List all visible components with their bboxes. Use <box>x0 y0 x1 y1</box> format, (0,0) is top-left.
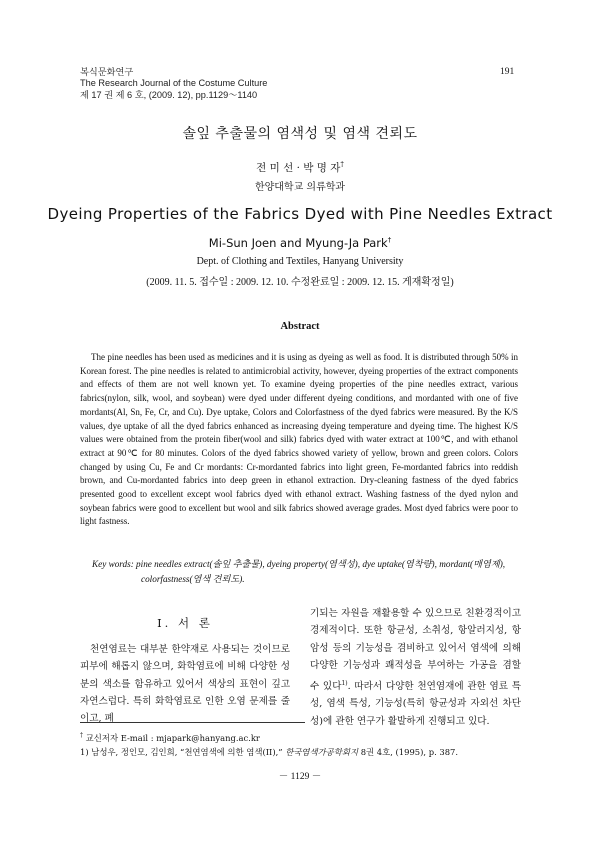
authors-english-text: Mi-Sun Joen and Myung-Ja Park <box>208 236 388 250</box>
reference-mark: 1) <box>341 679 348 687</box>
footnote-ref-journal: 한국염색가공학회지 <box>285 746 359 757</box>
title-korean: 솔잎 추출물의 염색성 및 염색 견뢰도 <box>182 126 418 142</box>
title-english: Dyeing Properties of the Fabrics Dyed with Pine Needles Extract <box>47 205 553 223</box>
keywords-line-1: Key words: pine needles extract(솔잎 추출물), dyeing property(염색성), dye uptake(염착량), mordant(매염제), <box>92 559 506 569</box>
submission-dates: (2009. 11. 5. 접수일 : 2009. 12. 10. 수정완료일 : 2009. 12. 15. 게재확정일) <box>146 277 454 288</box>
authors-korean <box>0 160 600 175</box>
journal-name-en: The Research Journal of the Costume Culture <box>80 78 268 89</box>
footnotes <box>80 729 520 759</box>
body-column-left: 천연염료는 대부분 한약재로 사용되는 것이므로 피부에 해롭지 않으며, 화학염료에 비해 다양한 성분의 색소를 함유하고 있어서 색상의 표현이 깊고 자연스럽다. 특히 화학염료로 인한 오염 문제를 줄이고, 폐 <box>80 644 290 725</box>
keywords-line-2: colorfastness(염색 견뢰도). <box>141 574 245 584</box>
footnote-email: 교신저자 E-mail : mjapark@hanyang.ac.kr <box>85 732 260 743</box>
journal-issue: 제 17 권 제 6 호, (2009. 12), pp.1129～1140 <box>80 89 258 100</box>
footnote-divider <box>80 722 305 723</box>
authors-english <box>0 236 600 250</box>
footnote-reference-1 <box>80 745 520 759</box>
section-heading-introduction: Ⅰ. 서 론 <box>157 616 213 630</box>
page-number-top: 191 <box>500 67 515 77</box>
affiliation-english: Dept. of Clothing and Textiles, Hanyang University <box>196 256 404 267</box>
authors-korean-text: 전 미 선 · 박 명 자 <box>256 162 341 174</box>
page-number-bottom: － 1129 － <box>278 772 322 782</box>
affiliation-korean: 한양대학교 의류학과 <box>254 182 346 193</box>
abstract-heading: Abstract <box>280 321 320 332</box>
footnote-ref-authors: 1) 남성우, 정인모, 김인희, “천연염색에 의한 염색(II),” <box>80 746 283 757</box>
footnote-mark: † <box>80 732 83 739</box>
journal-header <box>80 67 267 101</box>
corresponding-mark-en: † <box>387 236 392 245</box>
body-right-text: 기되는 자원을 재활용할 수 있으므로 친환경적이고 경제적이다. 또한 항균성, 소취성, 항알러지성, 항암성 등의 기능성을 겸비하고 있어서 염색에 의해 다양한 기능성과 쾌적성을 부여하는 가공을 겸할 수 있다 <box>310 608 521 692</box>
corresponding-mark: † <box>340 160 344 169</box>
body-right-continued: . 따라서 다양한 천연염재에 관한 염료 특성, 염색 특성, 기능성(특히 항균성과 자외선 차단성)에 관한 연구가 활발하게 진행되고 있다. <box>310 680 521 727</box>
footnote-corresponding <box>80 729 520 745</box>
footnote-ref-details: 8권 4호, (1995), p. 387. <box>360 746 459 757</box>
body-column-right <box>310 605 521 730</box>
keywords <box>92 557 522 587</box>
abstract-text: The pine needles has been used as medicines and it is using as dyeing as well as food. It is distributed through 50% in Korean forest. The pine needles is related to antimicrobial activity, however, dyeing properties of the extract components and effects of them are not well known yet. To examine dyeing properties of the pine needles extract, various fabrics(nylon, silk, wool, and soybean) were dyed under different dyeing conditions, and mordanted with one of five mordants(Al, Sn, Fe, Cr, and Cu). Dye uptake, Colors and Colorfastness of the dyed fabrics were measured. By the K/S values, dye uptake of all the dyed fabrics enhanced as increasing dyeing temperature and dyeing time. The highest K/S values were obtained from the protein fiber(wool and silk) fabrics dyed with water extract at 100℃, and with ethanol extract at 90℃ for 80 minutes. Colors of the dyed fabrics showed variety of yellow, brown and green colors. Colors changed by using Cu, Fe and Cr mordants: Cr-mordanted fabrics into light green, Fe-mordanted fabrics into reddish brown, and Cu-mordanted fabrics into deep green in ethanol extraction. Dry-cleaning fastness of the dyed fabrics presented good to excellent except wool fabrics dyed with ethanol extract. Washing fastness of the dyed nylon and soybean fabrics were good to excellent but wool and silk fabrics showed average grades. Most dyed fabrics were poor to light fastness. <box>80 352 518 527</box>
journal-name-ko: 복식문화연구 <box>80 67 134 77</box>
